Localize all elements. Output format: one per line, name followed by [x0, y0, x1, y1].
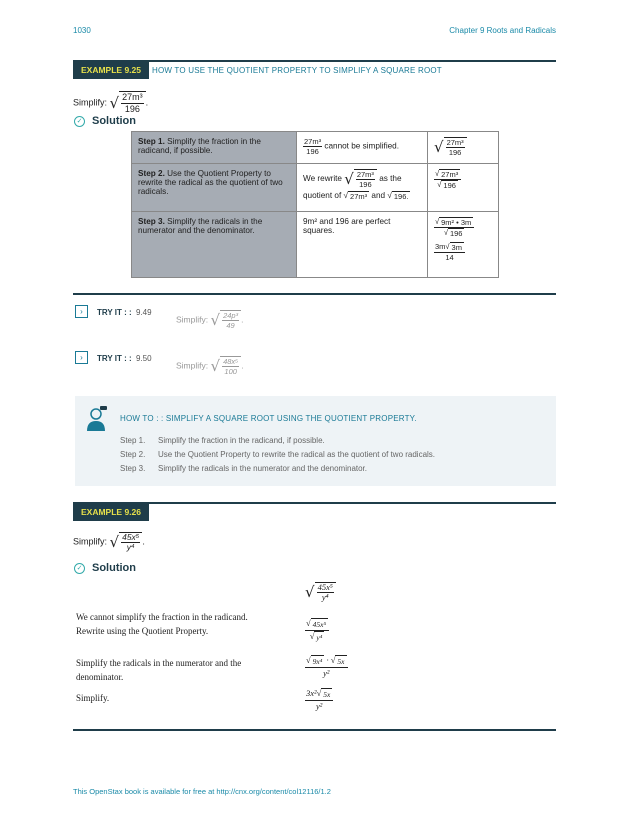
section-rule — [73, 729, 556, 731]
simplify-problem: Simplify: √ $\frac{\text{27m³}}{196}$ . — [73, 92, 149, 114]
try-it-problem: Simplify: √ $\frac{\text{24p³}}{49}$ . — [176, 310, 244, 330]
how-to-box — [75, 396, 556, 486]
problem-numerator: 45x⁵ — [122, 532, 140, 542]
try-it-problem: Simplify: √ $\frac{\text{48x⁵}}{100}$ . — [176, 356, 244, 376]
steps-table — [131, 131, 499, 278]
explanation-text: Simplify the radicals in the numerator and the denominator. — [76, 658, 242, 682]
example-tag: EXAMPLE 9.25 — [73, 62, 149, 79]
simplify-problem: Simplify: √ $\frac{\text{45x⁵}}{\text{y⁴}}$ . — [73, 532, 145, 552]
chapter-title: Chapter 9 Roots and Radicals — [449, 26, 556, 35]
example-title: HOW TO USE THE QUOTIENT PROPERTY TO SIMPLIFY A SQUARE ROOT — [152, 66, 442, 75]
step-action: 9m² and 196 are perfect squares. — [297, 212, 428, 278]
example-tag: EXAMPLE 9.26 — [73, 504, 149, 521]
step-row — [132, 164, 499, 212]
step-result: √ $\frac{\text{27m³}}{196}$ — [428, 132, 499, 164]
chevron-right-icon[interactable]: › — [75, 351, 88, 364]
step-description: Step 1. Simplify the fraction in the radicand, if possible. — [132, 132, 297, 164]
work-step: $\frac{\text{√ 9x⁴ · √ 5x}}{\text{y²}}$ — [305, 655, 348, 679]
how-to-step-label: Step 3. — [120, 464, 146, 473]
how-to-step-text: Use the Quotient Property to rewrite the radical as the quotient of two radicals. — [158, 450, 436, 459]
work-step: √ $\frac{\text{45x⁵}}{\text{y⁴}}$ — [305, 582, 336, 602]
how-to-step-label: Step 1. — [120, 436, 146, 445]
check-icon: ✓ — [74, 563, 85, 574]
explanation-text: We cannot simplify the fraction in the radicand. Rewrite using the Quotient Property. — [76, 612, 248, 636]
try-it-label: TRY IT : : — [97, 354, 132, 363]
page-number: 1030 — [73, 26, 91, 35]
problem-numerator: 27m³ — [122, 92, 143, 102]
solution-heading: Solution — [92, 115, 136, 127]
step-description: Step 3. Simplify the radicals in the numerator and the denominator. — [132, 212, 297, 278]
step-result: $\frac{\text{√ 9m² • 3m}}{√ 196}$ $\frac{3m√ 3m}{14}$ — [428, 212, 499, 278]
step-row — [132, 132, 499, 164]
try-it-number: 9.49 — [136, 308, 152, 317]
try-it-number: 9.50 — [136, 354, 152, 363]
sqrt-symbol: √ — [109, 93, 120, 112]
check-icon: ✓ — [74, 116, 85, 127]
work-step: $\frac{\text{3x²√ 5x}}{\text{y²}}$ — [305, 688, 333, 712]
step-result: $\frac{\text{√ 27m³}}{√ 196}$ — [428, 164, 499, 212]
how-to-title: HOW TO : : SIMPLIFY A SQUARE ROOT USING THE QUOTIENT PROPERTY. — [120, 414, 417, 423]
person-icon — [85, 406, 107, 432]
step-description: Step 2. Use the Quotient Property to rewrite the radical as the quotient of two radicals. — [132, 164, 297, 212]
chevron-right-icon[interactable]: › — [75, 305, 88, 318]
step-action: We rewrite √ $\frac{\text{27m³}}{196}$ as the quotient of √ 27m³ and √ 196. — [297, 164, 428, 212]
simplify-label: Simplify: — [73, 97, 108, 108]
section-rule — [73, 293, 556, 295]
problem-denominator: y⁴ — [126, 542, 135, 552]
how-to-step-label: Step 2. — [120, 450, 146, 459]
footer-link[interactable]: This OpenStax book is available for free at http://cnx.org/content/col12116/1.2 — [73, 787, 331, 796]
work-step: $\frac{\text{√ 45x⁵}}{\text{√ y⁴}}$ — [305, 618, 329, 643]
how-to-step-text: Simplify the radicals in the numerator and the denominator. — [158, 464, 368, 473]
step-action: $\frac{\text{27m³}}{196}$ cannot be simplified. — [297, 132, 428, 164]
solution-heading: Solution — [92, 562, 136, 574]
how-to-step-text: Simplify the fraction in the radicand, if possible. — [158, 436, 325, 445]
explanation-text: Simplify. — [76, 693, 110, 703]
problem-denominator: 196 — [124, 104, 140, 114]
step-row — [132, 212, 499, 278]
try-it-label: TRY IT : : — [97, 308, 132, 317]
